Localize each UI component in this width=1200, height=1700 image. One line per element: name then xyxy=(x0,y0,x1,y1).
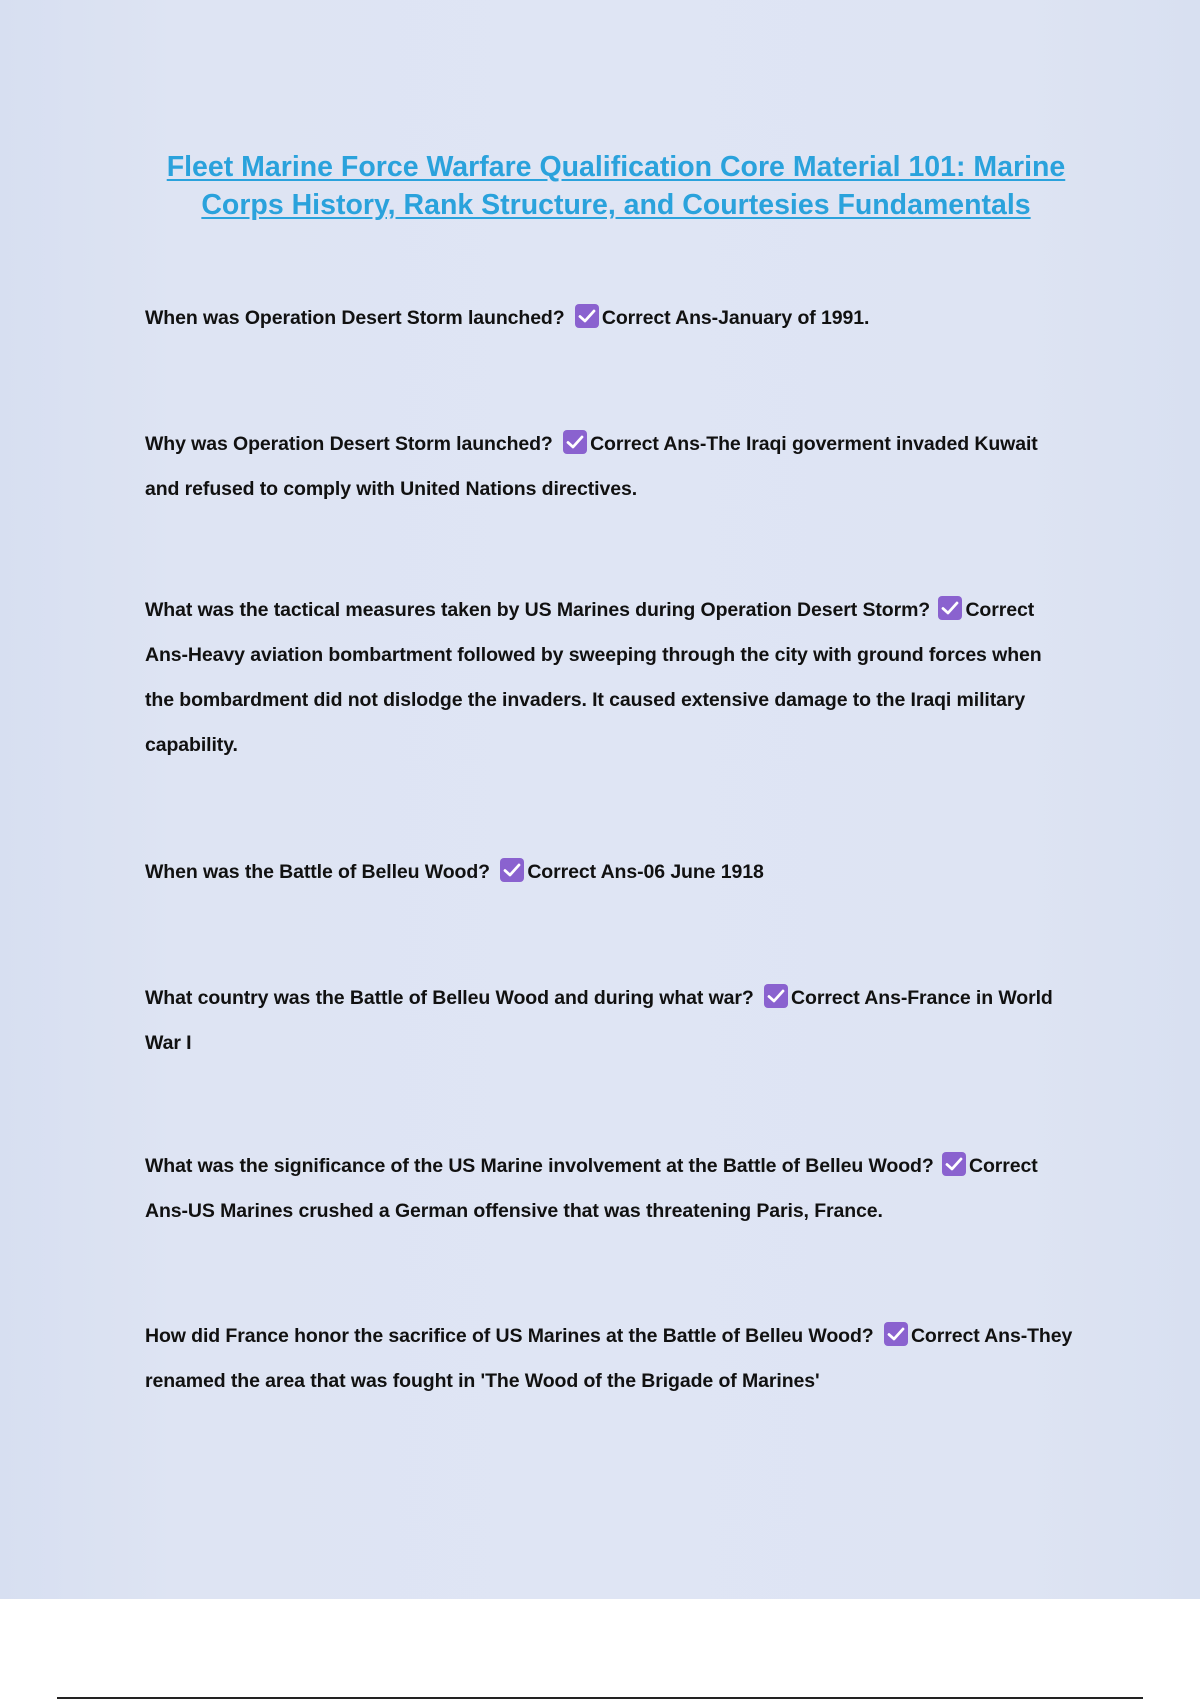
qa-item-3 xyxy=(145,588,1075,768)
check-box-icon xyxy=(764,984,788,1008)
check-box-icon xyxy=(884,1322,908,1346)
qa-item-4 xyxy=(145,850,1075,895)
qa-item-7 xyxy=(145,1314,1075,1404)
check-box-icon xyxy=(500,858,524,882)
question-text: What was the tactical measures taken by US Marines during Operation Desert Storm? xyxy=(145,599,931,621)
answer-text: Correct Ans-US Marines crushed a German offensive that was threatening Paris, France. xyxy=(145,1155,1038,1222)
answer-text: Correct Ans-The Iraqi goverment invaded Kuwait and refused to comply with United Nations directives. xyxy=(145,433,1038,500)
answer-text: Correct Ans-France in World War I xyxy=(145,987,1053,1054)
question-text: When was the Battle of Belleu Wood? xyxy=(145,861,490,883)
document-title[interactable]: Fleet Marine Force Warfare Qualification Core Material 101: Marine Corps History, Rank Structure, and Courtesies Fundamentals xyxy=(166,151,1066,221)
footer-divider xyxy=(57,1697,1143,1699)
question-text: What country was the Battle of Belleu Wood and during what war? xyxy=(145,987,754,1009)
question-text: How did France honor the sacrifice of US Marines at the Battle of Belleu Wood? xyxy=(145,1325,874,1347)
qa-item-1 xyxy=(145,296,1075,341)
check-box-icon xyxy=(942,1152,966,1176)
answer-text: Correct Ans-Heavy aviation bombartment followed by sweeping through the city with ground forces when the bombardment did not dislodge the invaders. It caused extensive damage to the Iraqi military capability. xyxy=(145,599,1042,756)
qa-item-5 xyxy=(145,976,1075,1066)
qa-item-6 xyxy=(145,1144,1075,1234)
qa-item-2 xyxy=(145,422,1075,512)
check-box-icon xyxy=(563,430,587,454)
answer-text: Correct Ans-January of 1991. xyxy=(601,307,870,329)
question-text: Why was Operation Desert Storm launched? xyxy=(145,433,553,455)
answer-text: Correct Ans-They renamed the area that was fought in 'The Wood of the Brigade of Marines' xyxy=(145,1325,1073,1392)
question-text: When was Operation Desert Storm launched? xyxy=(145,307,565,329)
check-box-icon xyxy=(938,596,962,620)
question-text: What was the significance of the US Marine involvement at the Battle of Belleu Wood? xyxy=(145,1155,934,1177)
answer-text: Correct Ans-06 June 1918 xyxy=(527,861,764,883)
check-box-icon xyxy=(575,304,599,328)
